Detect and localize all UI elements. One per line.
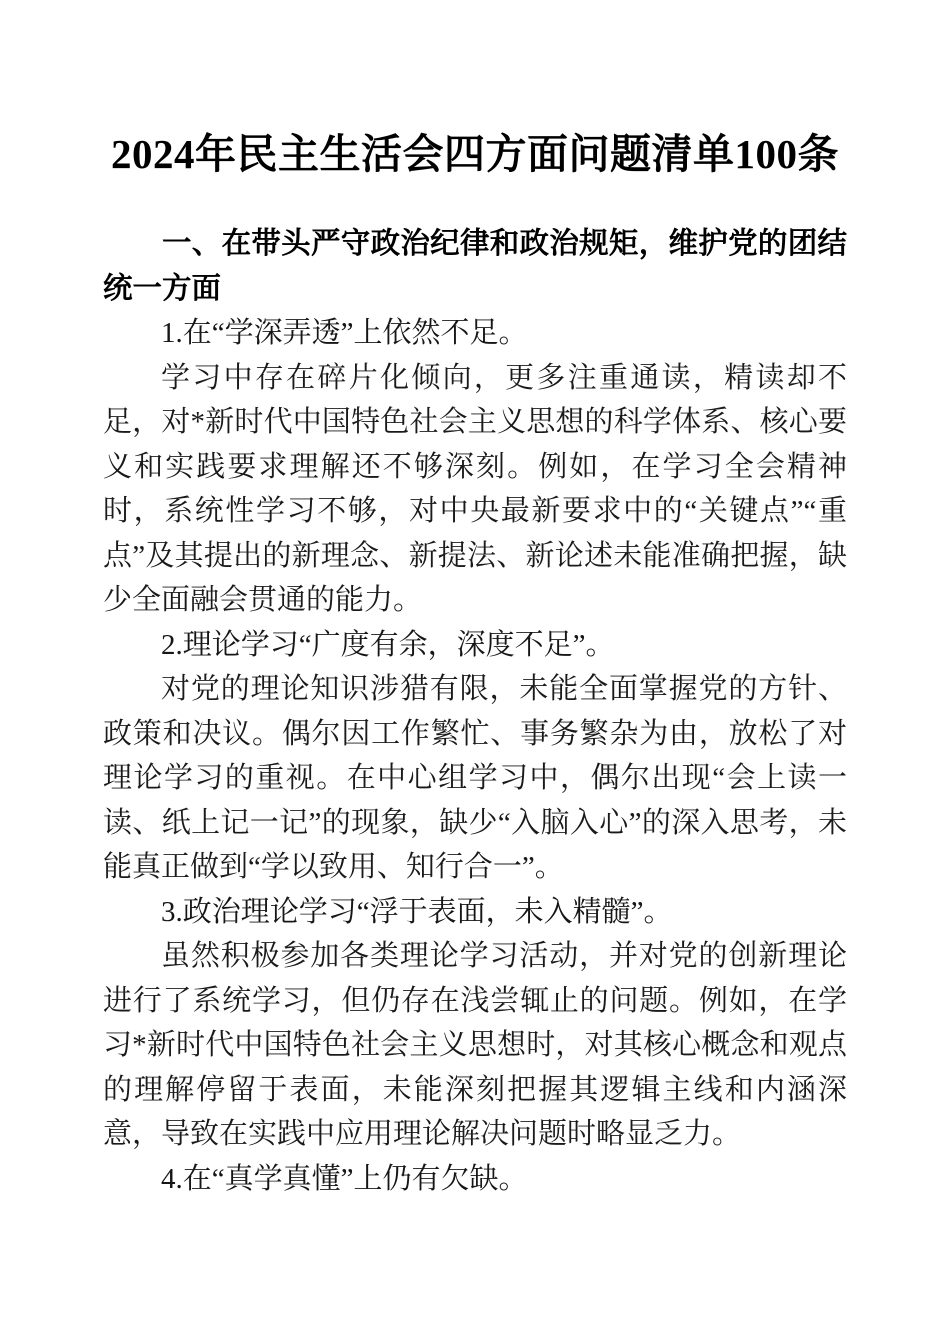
document-flow	[103, 222, 847, 1201]
list-item-4-title: 4.在“真学真懂”上仍有欠缺。	[161, 1162, 528, 1195]
list-item-3-title: 3.政治理论学习“浮于表面，未入精髓”。	[161, 895, 673, 928]
section-heading-1: 一、在带头严守政治纪律和政治规矩，维护党的团结统一方面	[103, 227, 847, 305]
page-title: 2024年民主生活会四方面问题清单100条	[111, 131, 839, 177]
list-item-2-body: 对党的理论知识涉猎有限，未能全面掌握党的方针、政策和决议。偶尔因工作繁忙、事务繁杂为由，放松了对理论学习的重视。在中心组学习中，偶尔出现“会上读一读、纸上记一记”的现象，缺少“入脑入心”的深入思考，未能真正做到“学以致用、知行合一”。	[103, 673, 847, 883]
list-item-1-body: 学习中存在碎片化倾向，更多注重通读，精读却不足，对*新时代中国特色社会主义思想的科学体系、核心要义和实践要求理解还不够深刻。例如，在学习全会精神时，系统性学习不够，对中央最新要求中的“关键点”“重点”及其提出的新理念、新提法、新论述未能准确把握，缺少全面融会贯通的能力。	[103, 361, 847, 616]
list-item-2-title: 2.理论学习“广度有余，深度不足”。	[161, 628, 615, 661]
list-item-3-body: 虽然积极参加各类理论学习活动，并对党的创新理论进行了系统学习，但仍存在浅尝辄止的问题。例如，在学习*新时代中国特色社会主义思想时，对其核心概念和观点的理解停留于表面，未能深刻把握其逻辑主线和内涵深意，导致在实践中应用理论解决问题时略显乏力。	[103, 940, 847, 1150]
list-item-1-title: 1.在“学深弄透”上依然不足。	[161, 317, 528, 349]
